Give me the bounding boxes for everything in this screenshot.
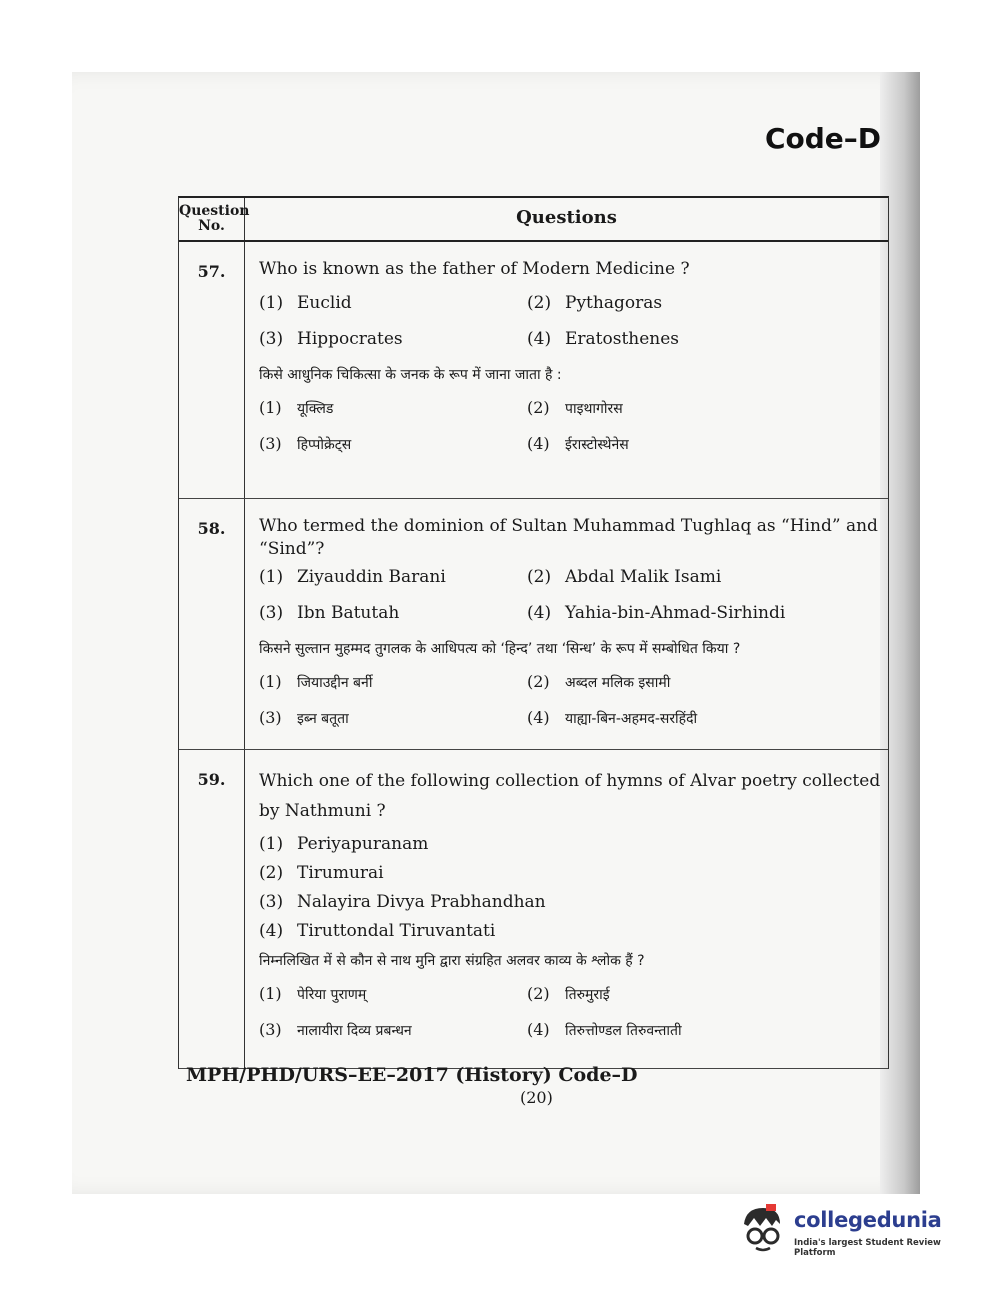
question-body xyxy=(245,242,888,498)
hindi-option: (3) हिप्पोक्रेट्स xyxy=(259,434,352,453)
hindi-option: (3) इब्न बतूता xyxy=(259,708,349,727)
options-list xyxy=(259,293,888,349)
question-text: Who termed the dominion of Sultan Muhammad Tughlaq as “Hind” and “Sind”? xyxy=(259,516,878,559)
hindi-option: (2) अब्दल मलिक इसामी xyxy=(527,672,671,691)
hindi-options-list xyxy=(259,672,888,728)
hindi-question-text: किसने सुल्तान मुहम्मद तुगलक के आधिपत्य को ‘हिन्द’ तथा ‘सिन्ध’ के रूप में सम्बोधित किया ? xyxy=(259,641,741,657)
hindi-option: (2) तिरुमुराई xyxy=(527,984,610,1003)
code-label: Code–D xyxy=(764,122,881,155)
question-number: 59. xyxy=(179,750,245,1068)
question-number: 58. xyxy=(179,499,245,749)
option: (4) Yahia-bin-Ahmad-Sirhindi xyxy=(527,603,786,623)
question-table xyxy=(178,196,889,1069)
option: (3) Hippocrates xyxy=(259,329,403,349)
options-list xyxy=(259,834,888,941)
brand-tagline: India's largest Student Review Platform xyxy=(794,1238,941,1258)
question-text: Who is known as the father of Modern Medicine ? xyxy=(259,259,690,279)
brand-watermark xyxy=(736,1202,966,1262)
hindi-option: (1) यूक्लिड xyxy=(259,398,334,417)
hindi-option: (4) तिरुत्तोण्डल तिरुवन्ताती xyxy=(527,1020,682,1039)
option: (2) Tirumurai xyxy=(259,863,384,883)
hindi-options-list xyxy=(259,398,888,454)
option: (1) Ziyauddin Barani xyxy=(259,567,446,587)
question-row xyxy=(179,242,888,499)
hindi-option: (2) पाइथागोरस xyxy=(527,398,623,417)
header-questions: Questions xyxy=(516,207,617,228)
hindi-option: (1) जियाउद्दीन बर्नी xyxy=(259,672,373,691)
option: (2) Abdal Malik Isami xyxy=(527,567,722,587)
hindi-options-list xyxy=(259,984,888,1040)
exam-footer: MPH/PHD/URS–EE–2017 (History) Code–D xyxy=(186,1064,638,1086)
header-question-no: Question No. xyxy=(179,198,245,240)
question-row xyxy=(179,499,888,750)
hindi-question-text: निम्नलिखित में से कौन से नाथ मुनि द्वारा संग्रहित अलवर काव्य के श्लोक हैं ? xyxy=(259,953,645,969)
question-number: 57. xyxy=(179,242,245,498)
option: (3) Nalayira Divya Prabhandhan xyxy=(259,892,546,912)
brand-name: collegedunia xyxy=(794,1208,942,1232)
question-row xyxy=(179,750,888,1069)
option: (2) Pythagoras xyxy=(527,293,663,313)
hindi-question-text: किसे आधुनिक चिकित्सा के जनक के रूप में जाना जाता है : xyxy=(259,367,562,383)
option: (1) Periyapuranam xyxy=(259,834,429,854)
option: (1) Euclid xyxy=(259,293,352,313)
hindi-option: (1) पेरिया पुराणम् xyxy=(259,984,367,1003)
option: (3) Ibn Batutah xyxy=(259,603,400,623)
options-list xyxy=(259,567,888,623)
collegedunia-logo-icon xyxy=(736,1202,790,1256)
hindi-option: (4) याह्या-बिन-अहमद-सरहिंदी xyxy=(527,708,698,727)
question-body xyxy=(245,499,888,749)
option: (4) Tiruttondal Tiruvantati xyxy=(259,921,496,941)
page-number: (20) xyxy=(520,1088,553,1107)
question-body xyxy=(245,750,888,1068)
question-text: Which one of the following collection of hymns of Alvar poetry collected by Nathmuni ? xyxy=(259,771,881,821)
table-header xyxy=(179,198,888,242)
hindi-option: (4) ईरास्टोस्थेनेस xyxy=(527,434,629,453)
option: (4) Eratosthenes xyxy=(527,329,680,349)
hindi-option: (3) नालायीरा दिव्य प्रबन्धन xyxy=(259,1020,412,1039)
